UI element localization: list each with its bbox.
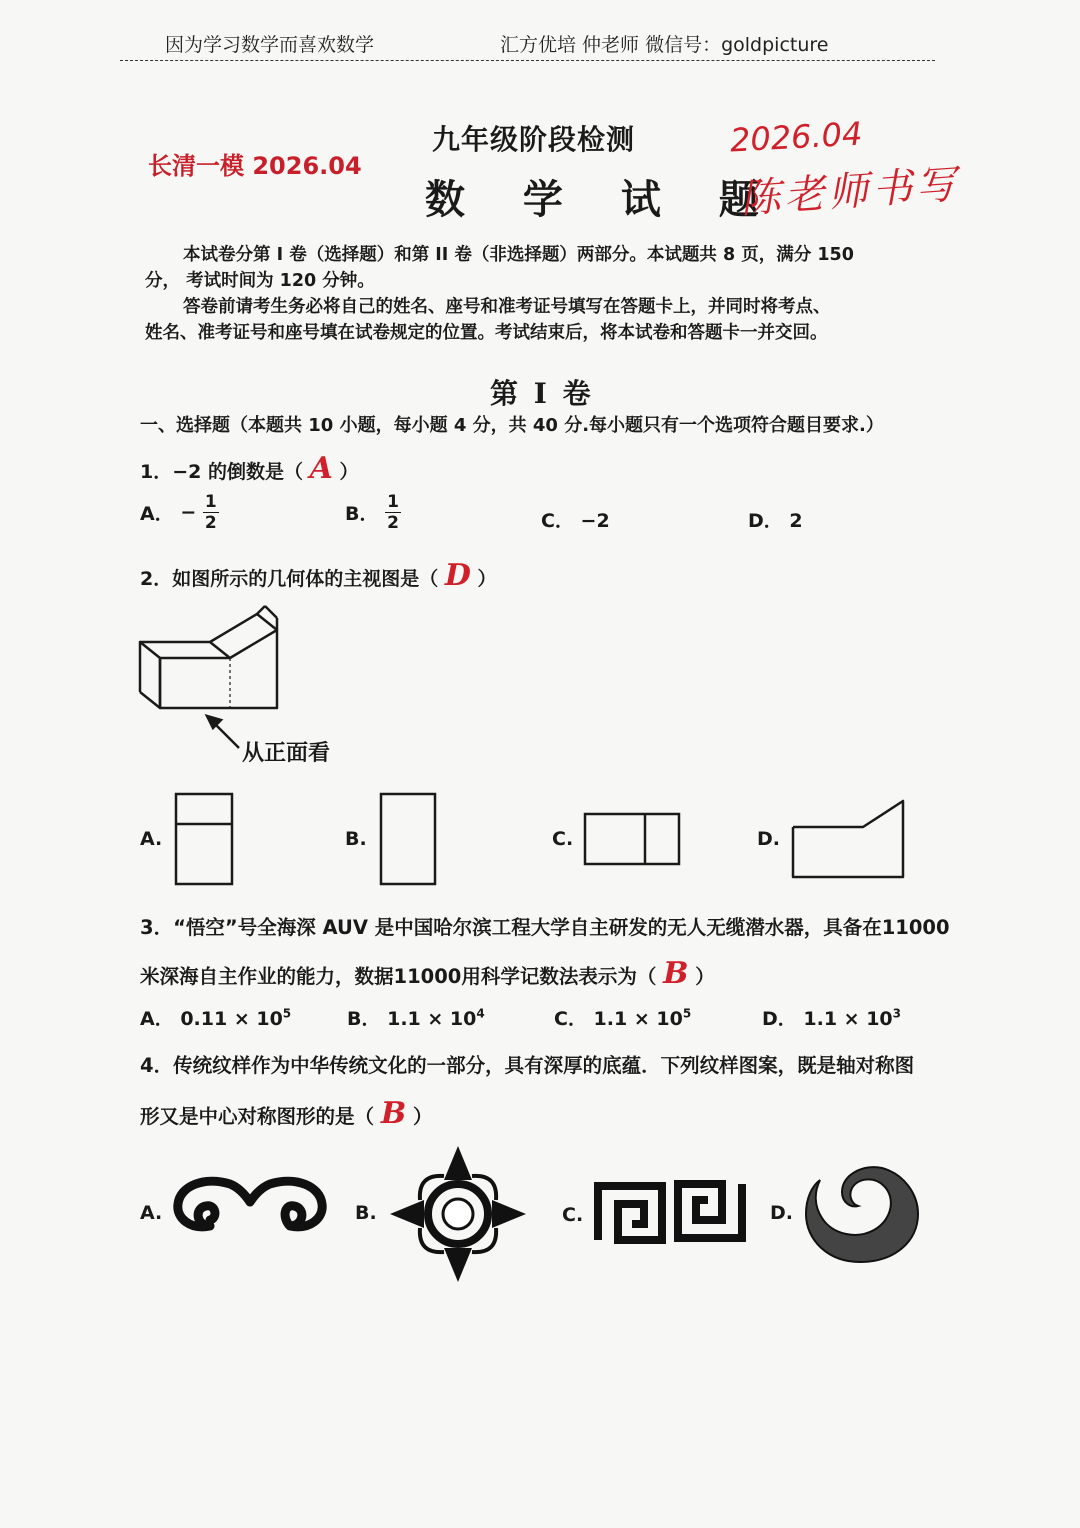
q3-option-a <box>140 1004 291 1031</box>
q3-opt-a-text: A． 0.11 × 10 <box>140 1008 283 1030</box>
q1-opt-b-denominator: 2 <box>387 513 399 533</box>
q3-option-d <box>762 1004 901 1031</box>
q3-answer: B <box>663 956 689 991</box>
q4-option-d-label: D. <box>770 1202 793 1224</box>
q1-option-c: C． −2 <box>541 510 610 532</box>
q1-opt-a-label: A． <box>140 503 174 525</box>
q3-opt-c-exp: 5 <box>682 1006 692 1021</box>
q1-opt-a-denominator: 2 <box>204 513 217 533</box>
q2-stem <box>140 558 497 593</box>
q1-stem <box>140 451 359 486</box>
q4-answer: B <box>380 1096 407 1131</box>
q3-line2 <box>140 956 715 991</box>
q3-line2-close: ） <box>695 965 715 988</box>
q2-option-c-label: C. <box>552 828 574 850</box>
q1-opt-a-sign: − <box>180 501 197 524</box>
q3-opt-c-text: C． 1.1 × 10 <box>554 1008 683 1030</box>
q1-opt-a-fraction <box>203 492 219 533</box>
q2-answer: D <box>444 558 471 593</box>
q2-option-a-label: A. <box>140 828 163 850</box>
q3-opt-d-text: D． 1.1 × 10 <box>762 1008 893 1030</box>
header-right: 汇方优培 仲老师 微信号：goldpicture <box>500 34 829 56</box>
section-title: 第 I 卷 <box>490 377 594 410</box>
q1-stem-close: ） <box>339 461 359 483</box>
q1-opt-b-label: B． <box>345 503 379 525</box>
handwritten-note: 陈老师书写 <box>738 161 962 223</box>
q4-option-c-label: C. <box>562 1204 584 1226</box>
q4-line1: 4．传统纹样作为中华传统文化的一部分，具有深厚的底蕴．下列纹样图案，既是轴对称图 <box>140 1054 915 1077</box>
q2-view-label: 从正面看 <box>242 741 331 766</box>
section-heading: 一、选择题（本题共 10 小题，每小题 4 分，共 40 分.每小题只有一个选项符合题目要求.） <box>140 415 884 436</box>
q2-option-d-figure <box>785 795 915 885</box>
q3-opt-a-exp: 5 <box>282 1006 292 1021</box>
q3-line1: 3．“悟空”号全海深 AUV 是中国哈尔滨工程大学自主研发的无人无缆潜水器，具备在11000 <box>140 916 950 939</box>
q2-option-b-label: B. <box>345 828 367 850</box>
q3-option-c <box>554 1004 691 1031</box>
exam-title-grade: 九年级阶段检测 <box>432 123 636 156</box>
q4-option-b-pattern <box>388 1144 528 1284</box>
handwritten-date: 2026.04 <box>729 114 864 160</box>
exam-title-subject: 数 学 试 题 <box>425 176 781 223</box>
q1-opt-b-numerator: 1 <box>387 492 399 512</box>
q2-option-c-figure <box>580 808 690 872</box>
q2-option-d-label: D. <box>757 828 780 850</box>
q4-option-d-pattern <box>800 1158 925 1268</box>
instructions-line4: 姓名、准考证号和座号填在试卷规定的位置。考试结束后，将本试卷和答题卡一并交回。 <box>145 323 828 343</box>
q1-option-d: D． 2 <box>748 510 803 532</box>
q4-option-a-label: A. <box>140 1202 163 1224</box>
q2-stem-text: 2．如图所示的几何体的主视图是（ <box>140 568 439 590</box>
q3-opt-b-text: B． 1.1 × 10 <box>347 1008 477 1030</box>
instructions-line3: 答卷前请考生务必将自己的姓名、座号和准考证号填写在答题卡上，并同时将考点、 <box>183 297 831 317</box>
q2-option-a-figure <box>170 790 240 890</box>
q1-answer: A <box>309 451 333 486</box>
q1-opt-b-fraction <box>385 492 401 533</box>
q3-option-b <box>347 1004 485 1031</box>
q4-line2-text: 形又是中心对称图形的是（ <box>140 1105 375 1128</box>
q4-option-a-pattern <box>170 1168 330 1258</box>
q1-option-a <box>140 492 219 533</box>
q1-opt-a-numerator: 1 <box>204 492 217 512</box>
q3-opt-d-exp: 3 <box>892 1006 901 1021</box>
q2-option-b-figure <box>375 790 445 890</box>
header-divider <box>120 60 935 61</box>
q3-line2-text: 米深海自主作业的能力，数据11000用科学记数法表示为（ <box>140 965 657 988</box>
q4-line2-close: ） <box>412 1105 433 1128</box>
q4-option-b-label: B. <box>355 1202 377 1224</box>
instructions-line1: 本试卷分第 I 卷（选择题）和第 II 卷（非选择题）两部分。本试题共 8 页，满分 150 <box>183 245 854 265</box>
exam-tag: 长清一模 2026.04 <box>148 152 362 180</box>
q1-option-b <box>345 492 401 533</box>
header-left: 因为学习数学而喜欢数学 <box>165 34 375 56</box>
q4-line2 <box>140 1096 432 1131</box>
q4-option-c-pattern <box>592 1178 752 1248</box>
instructions-line2: 分， 考试时间为 120 分钟。 <box>145 271 375 291</box>
q3-opt-b-exp: 4 <box>476 1006 485 1021</box>
q2-stem-close: ） <box>477 568 497 590</box>
q1-stem-text: 1．−2 的倒数是（ <box>140 461 303 483</box>
